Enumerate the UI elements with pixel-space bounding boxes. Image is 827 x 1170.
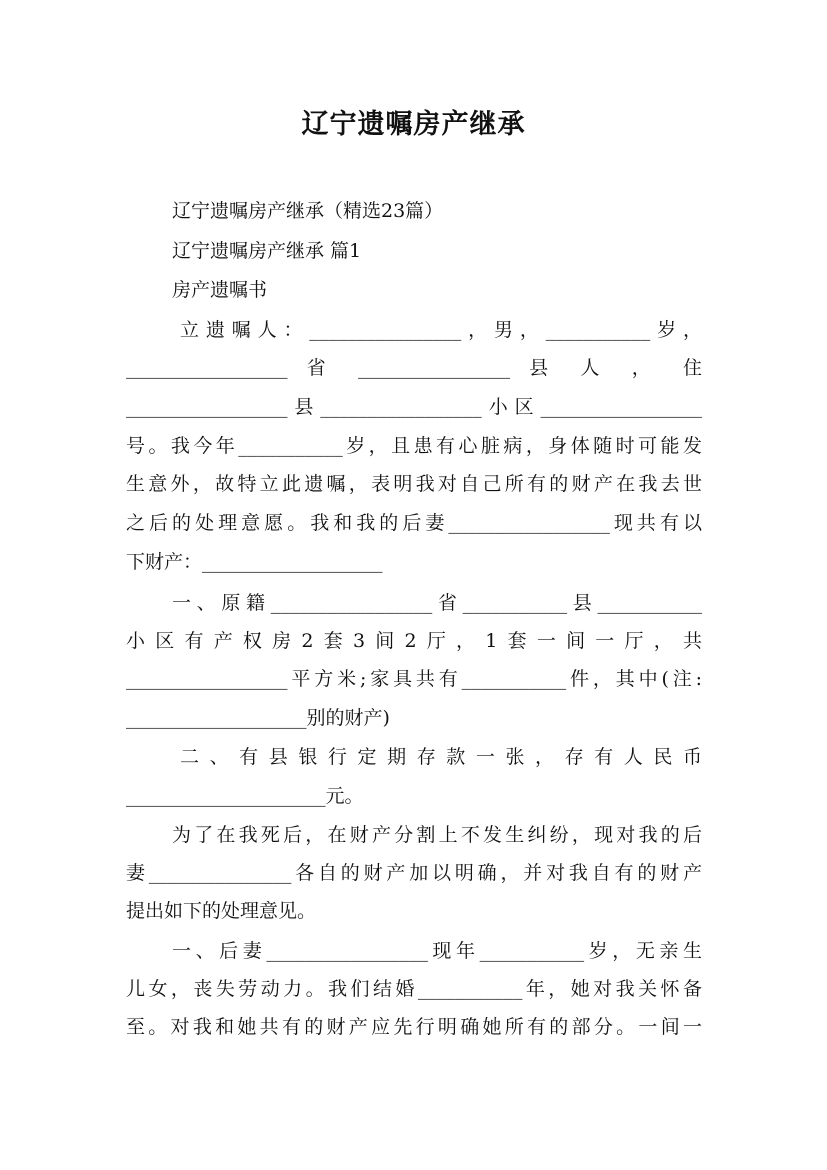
paragraph-line: 二、有县银行定期存款一张，存有人民币 [180,746,702,768]
paragraph-line: 之后的处理意愿。我和我的后妻_________________现共有以 [126,512,702,534]
paragraph-line: 生意外，故特立此遗嘱，表明我对自己所有的财产在我去世 [126,473,702,495]
document-heading: 房产遗嘱书 [172,279,268,301]
paragraph-line: 一、原籍_________________省___________县___________ [172,592,702,614]
paragraph-line: _________________县_________________小区_________________ [126,396,702,418]
paragraph-line: 儿女，丧失劳动力。我们结婚___________年，她对我关怀备 [126,978,702,1000]
section-heading: 辽宁遗嘱房产继承 篇1 [172,240,362,262]
document-title: 辽宁遗嘱房产继承 [301,109,526,140]
paragraph-line: 立遗嘱人：________________，男，___________岁， [180,319,702,341]
subtitle-line: 辽宁遗嘱房产继承（精选23篇） [172,200,444,222]
paragraph-line: _________________平方米;家具共有___________件，其中(注: [126,668,702,690]
paragraph-line: 一、后妻_________________现年___________岁，无亲生 [172,940,702,962]
paragraph-line: 下财产：___________________ [126,551,383,573]
paragraph-line: ___________________别的财产) [126,707,390,729]
paragraph-line: 提出如下的处理意见。 [126,900,317,922]
paragraph-line: _________________ 省 ________________ 县 人 ， 住 [126,357,702,379]
paragraph-line: 至。对我和她共有的财产应先行明确她所有的部分。一间一 [126,1016,702,1038]
paragraph-line: 为了在我死后，在财产分割上不发生纠纷，现对我的后 [172,824,702,846]
paragraph-line: 号。我今年___________岁，且患有心脏病，身体随时可能发 [126,435,702,457]
paragraph-line: 小区有产权房2套3间2厅，1套一间一厅，共 [126,630,702,652]
paragraph-line: 妻_______________各自的财产加以明确，并对我自有的财产 [126,862,702,884]
paragraph-line: _____________________元。 [126,785,364,807]
